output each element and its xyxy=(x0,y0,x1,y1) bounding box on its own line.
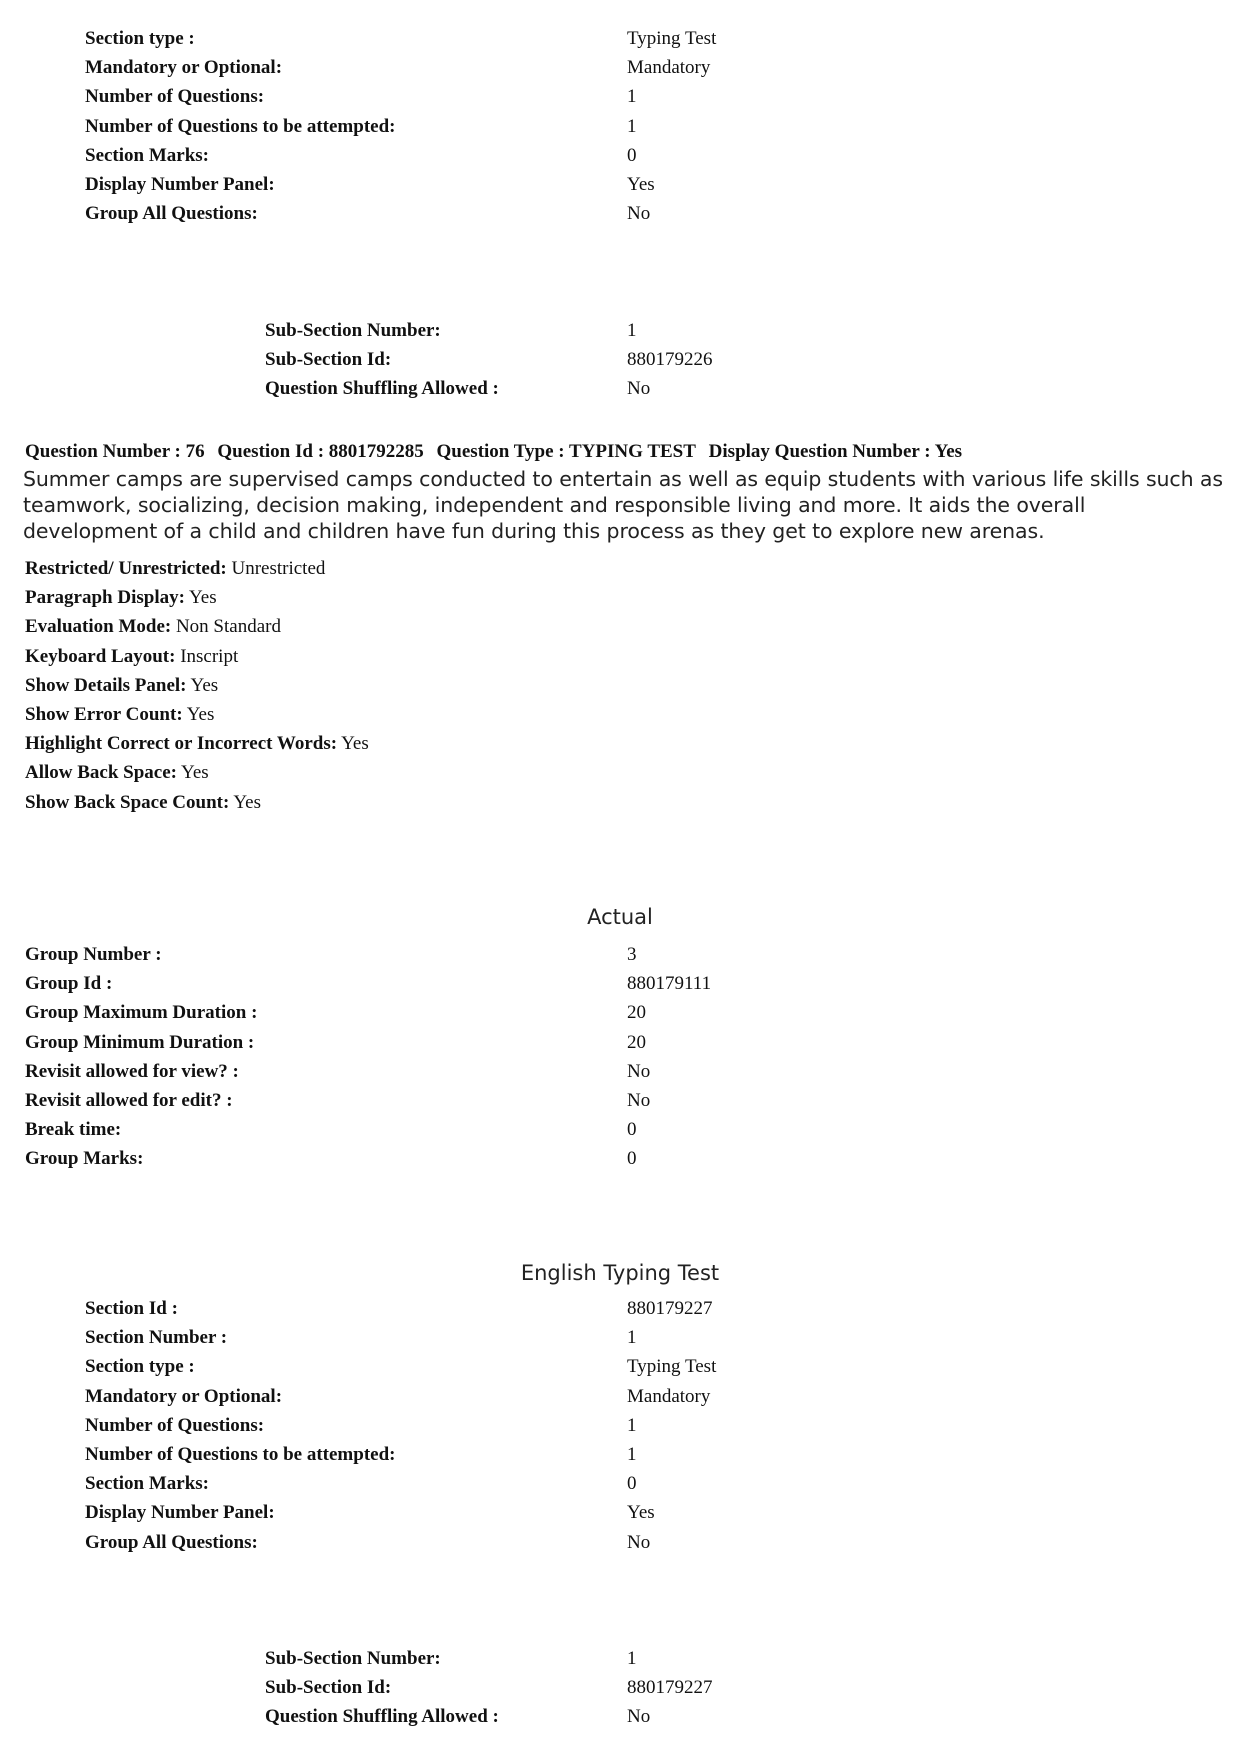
subsection1-row: Sub-Section Id: 880179226 xyxy=(265,349,713,371)
property-row: Highlight Correct or Incorrect Words: Yes xyxy=(25,733,369,755)
section2-row: Section type : Typing Test xyxy=(85,1356,717,1378)
subsection2-row: Sub-Section Number: 1 xyxy=(265,1648,637,1669)
section2-row: Section Marks: 0 xyxy=(85,1473,637,1495)
subsection2-table xyxy=(0,1644,1240,1732)
display-question-number: Display Question Number : Yes xyxy=(708,441,963,462)
property-row: Paragraph Display: Yes xyxy=(25,587,217,609)
property-row: Show Back Space Count: Yes xyxy=(25,791,261,813)
section1-row: Section type : Typing Test xyxy=(85,28,717,49)
property-row: Show Error Count: Yes xyxy=(25,703,215,725)
question-header xyxy=(25,438,970,466)
question-id: Question Id : 8801792285 xyxy=(217,441,424,462)
subsection2-row: Sub-Section Id: 880179227 xyxy=(265,1677,713,1699)
group-row: Revisit allowed for edit? : No xyxy=(25,1089,651,1111)
subsection1-row: Sub-Section Number: 1 xyxy=(265,320,637,341)
typing-paragraph: Summer camps are supervised camps conducted to entertain as well as equip students with various life skills such as teamwork, socializing, decision making, independent and responsible living and more. It aids the overall development of a child and children have fun during this process as they get to explore new arenas. xyxy=(23,467,1223,543)
section2-row: Display Number Panel: Yes xyxy=(85,1502,655,1524)
property-row: Keyboard Layout: Inscript xyxy=(25,645,239,667)
group-table xyxy=(0,940,1240,1174)
group-title: Actual xyxy=(587,905,653,929)
property-row: Show Details Panel: Yes xyxy=(25,674,219,696)
group-row: Revisit allowed for view? : No xyxy=(25,1060,651,1082)
section1-row: Number of Questions to be attempted: 1 xyxy=(85,115,637,137)
section2-row: Section Number : 1 xyxy=(85,1327,637,1349)
property-row: Restricted/ Unrestricted: Unrestricted xyxy=(25,558,326,579)
group-row: Group Maximum Duration : 20 xyxy=(25,1002,646,1024)
group-row: Group Marks: 0 xyxy=(25,1148,637,1170)
section1-row: Section Marks: 0 xyxy=(85,144,637,166)
group-row: Group Minimum Duration : 20 xyxy=(25,1031,646,1053)
subsection2-row: Question Shuffling Allowed : No xyxy=(265,1706,651,1728)
group-row: Break time: 0 xyxy=(25,1119,637,1141)
question-number: Question Number : 76 xyxy=(25,441,205,462)
section1-row: Display Number Panel: Yes xyxy=(85,173,655,195)
subsection1-table xyxy=(0,316,1240,404)
section1-table xyxy=(0,24,1240,228)
section2-table xyxy=(0,1294,1240,1557)
property-row: Evaluation Mode: Non Standard xyxy=(25,616,281,638)
section1-row: Mandatory or Optional: Mandatory xyxy=(85,57,711,79)
section1-row: Number of Questions: 1 xyxy=(85,86,637,108)
question-properties xyxy=(25,554,369,817)
section2-title: English Typing Test xyxy=(520,1261,720,1285)
group-row: Group Id : 880179111 xyxy=(25,973,712,995)
section2-row: Number of Questions to be attempted: 1 xyxy=(85,1443,637,1465)
group-row: Group Number : 3 xyxy=(25,944,637,965)
question-type: Question Type : TYPING TEST xyxy=(436,441,696,462)
section2-row: Mandatory or Optional: Mandatory xyxy=(85,1385,711,1407)
section2-row: Number of Questions: 1 xyxy=(85,1414,637,1436)
property-row: Allow Back Space: Yes xyxy=(25,762,209,784)
section2-row: Group All Questions: No xyxy=(85,1531,651,1553)
subsection1-row: Question Shuffling Allowed : No xyxy=(265,378,651,400)
section2-row: Section Id : 880179227 xyxy=(85,1298,713,1319)
section1-row: Group All Questions: No xyxy=(85,203,651,225)
